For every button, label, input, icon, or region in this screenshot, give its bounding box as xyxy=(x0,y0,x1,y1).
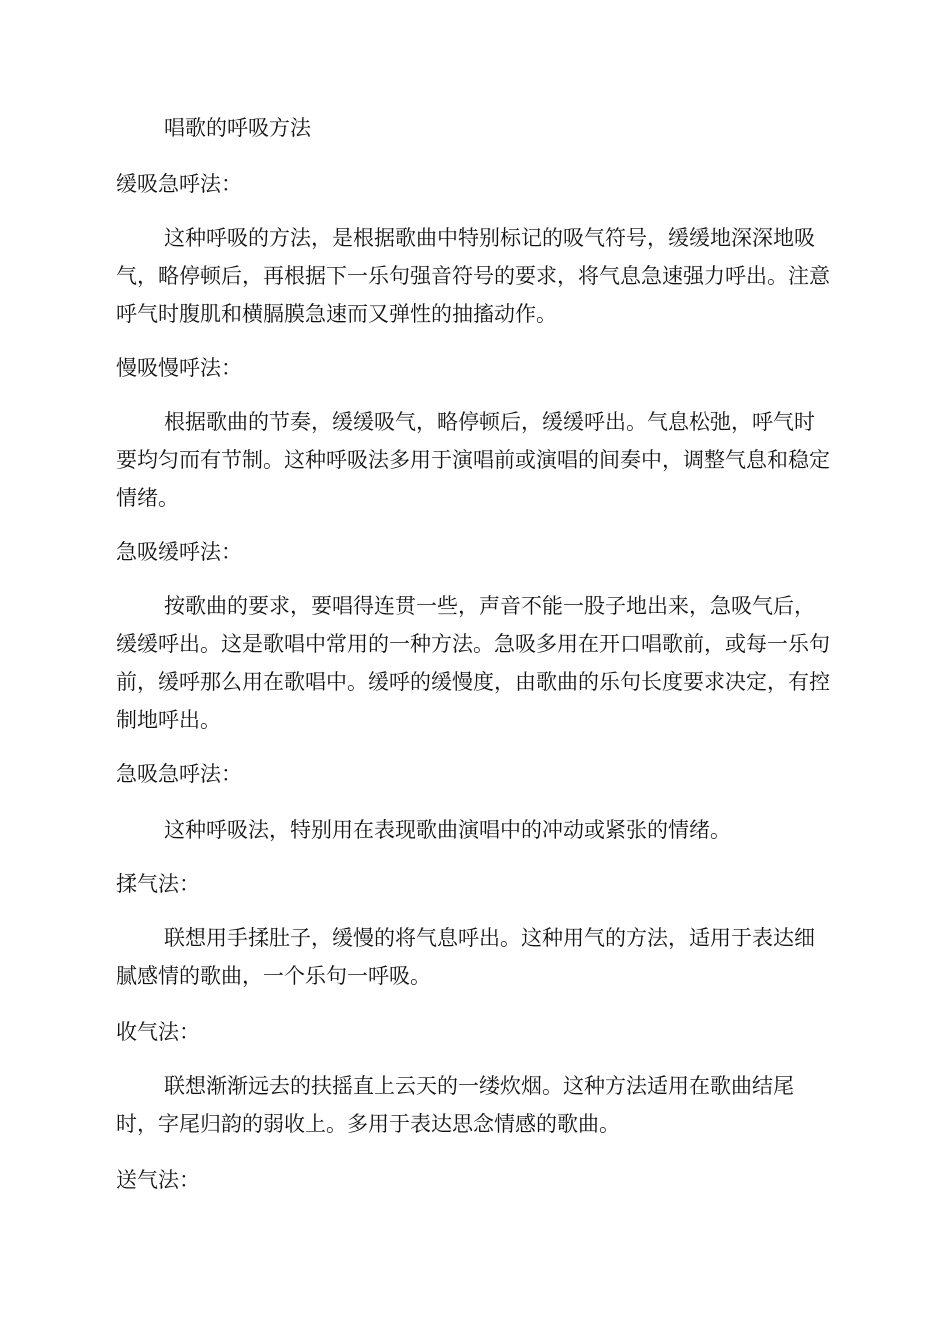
section-heading: 揉气法： xyxy=(116,872,200,896)
section-paragraph: 这种呼吸法，特别用在表现歌曲演唱中的冲动或紧张的情绪。 xyxy=(164,818,731,842)
document-title: 唱歌的呼吸方法 xyxy=(164,116,311,140)
section-heading: 急吸急呼法： xyxy=(116,762,242,786)
section-paragraph: 按歌曲的要求，要唱得连贯一些，声音不能一股子地出来，急吸气后，缓缓呼出。这是歌唱中常用的一种方法。急吸多用在开口唱歌前，或每一乐句前，缓呼那么用在歌唱中。缓呼的缓慢度，由歌曲的乐句长度要求决定，有控制地呼出。 xyxy=(116,594,830,732)
section-paragraph: 根据歌曲的节奏，缓缓吸气，略停顿后，缓缓呼出。气息松弛，呼气时要均匀而有节制。这种呼吸法多用于演唱前或演唱的间奏中，调整气息和稳定情绪。 xyxy=(116,410,830,510)
section-paragraph: 联想渐渐远去的扶摇直上云天的一缕炊烟。这种方法适用在歌曲结尾时，字尾归韵的弱收上。多用于表达思念情感的歌曲。 xyxy=(116,1074,794,1136)
section-heading: 缓吸急呼法： xyxy=(116,172,242,196)
section-heading: 收气法： xyxy=(116,1020,200,1044)
section-paragraph: 这种呼吸的方法，是根据歌曲中特别标记的吸气符号，缓缓地深深地吸气，略停顿后，再根据下一乐句强音符号的要求，将气息急速强力呼出。注意呼气时腹肌和横膈膜急速而又弹性的抽搐动作。 xyxy=(116,226,830,326)
section-heading: 急吸缓呼法： xyxy=(116,540,242,564)
section-heading: 送气法： xyxy=(116,1168,200,1192)
section-heading: 慢吸慢呼法： xyxy=(116,356,242,380)
section-paragraph: 联想用手揉肚子，缓慢的将气息呼出。这种用气的方法，适用于表达细腻感情的歌曲，一个乐句一呼吸。 xyxy=(116,926,815,988)
